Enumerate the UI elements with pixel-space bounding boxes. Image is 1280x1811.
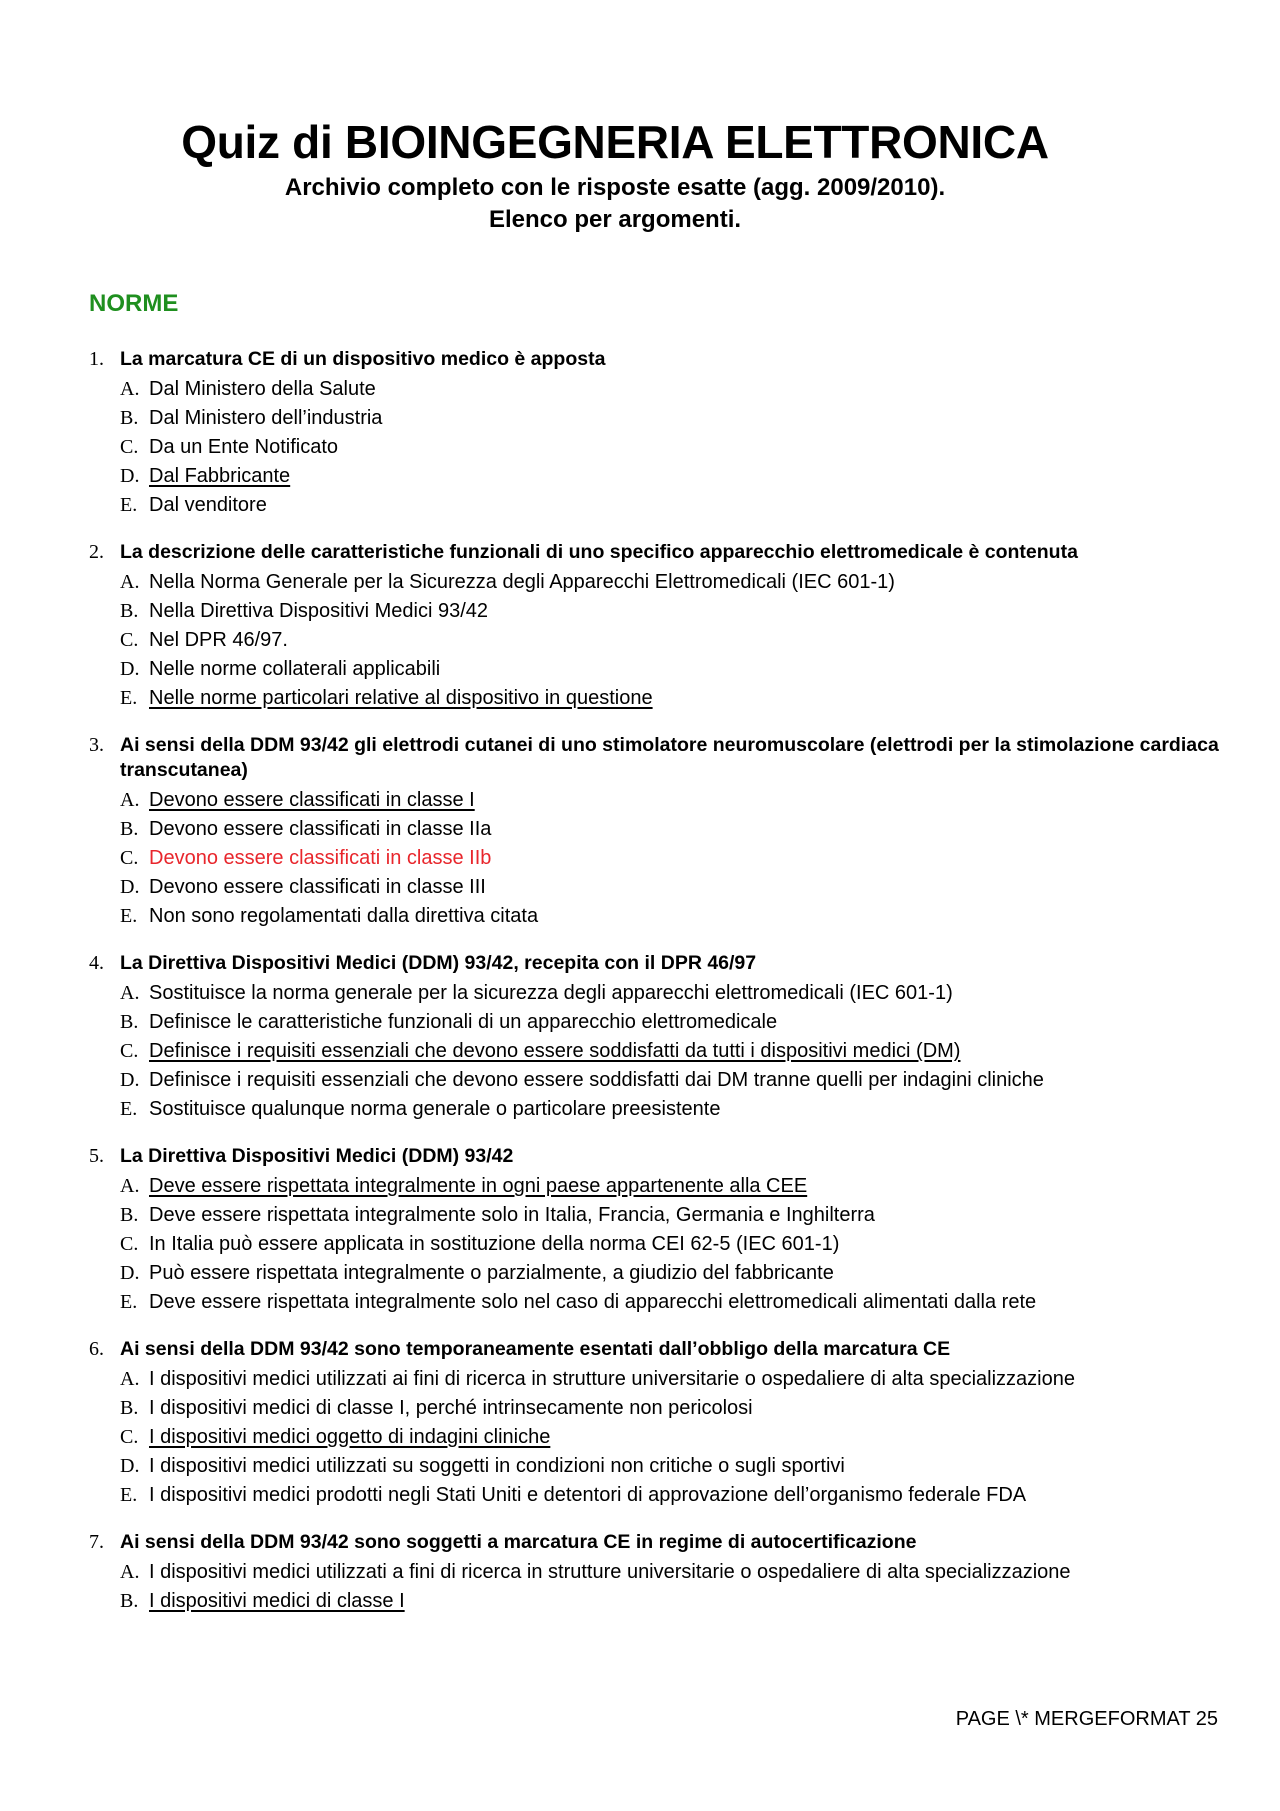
option-text: In Italia può essere applicata in sostituzione della norma CEI 62-5 (IEC 601-1) [149,1233,840,1255]
option-text: Dal Ministero dell’industria [149,407,383,429]
option-letter: C. [120,1426,139,1448]
option-text: I dispositivi medici utilizzati a fini di ricerca in strutture universitarie o ospedaliere di alta specializzazione [149,1561,1071,1583]
option-a [120,1172,1229,1201]
question-6 [89,1337,1229,1510]
option-list [120,786,1229,931]
question-header [89,733,1229,783]
option-letter: A. [120,1175,140,1197]
question-text: Ai sensi della DDM 93/42 sono soggetti a marcatura CE in regime di autocertificazione [120,1531,917,1553]
option-text: Nel DPR 46/97. [149,629,288,651]
document-subtitle-line2: Elenco per argomenti. [488,206,742,233]
question-number: 3. [89,734,104,756]
question-header [89,1530,1229,1555]
option-c [120,1423,1229,1452]
option-letter: E. [120,1098,138,1120]
question-text: La marcatura CE di un dispositivo medico è apposta [120,348,606,370]
option-text: I dispositivi medici utilizzati su soggetti in condizioni non critiche o sugli sportivi [149,1455,845,1477]
correct-answer-text: I dispositivi medici oggetto di indagini cliniche [149,1426,551,1448]
question-text: La Direttiva Dispositivi Medici (DDM) 93/42, recepita con il DPR 46/97 [120,952,757,974]
option-d [120,873,1229,902]
page-number-field: PAGE \* MERGEFORMAT 25 [955,1708,1218,1730]
question-text: Ai sensi della DDM 93/42 gli elettrodi cutanei di uno stimolatore neuromuscolare (elettrodi per la stimolazione cardiaca transcutanea) [120,734,1219,781]
highlighted-answer-text: Devono essere classificati in classe IIb [149,847,492,869]
question-1 [89,347,1229,520]
option-a [120,786,1229,815]
option-text: Devono essere classificati in classe III [149,876,486,898]
option-e [120,1481,1229,1510]
document-title: Quiz di BIOINGEGNERIA ELETTRONICA [181,116,1049,168]
question-text: Ai sensi della DDM 93/42 sono temporaneamente esentati dall’obbligo della marcatura CE [120,1338,951,1360]
option-letter: B. [120,407,139,429]
option-letter: B. [120,1011,139,1033]
option-letter: C. [120,629,139,651]
option-letter: D. [120,1262,140,1284]
option-letter: D. [120,465,140,487]
option-letter: D. [120,876,140,898]
option-letter: E. [120,494,138,516]
question-header [89,1144,1229,1169]
option-text: Dal venditore [149,494,267,516]
option-list [120,1365,1229,1510]
option-letter: A. [120,378,140,400]
option-text: Dal Ministero della Salute [149,378,376,400]
option-b [120,1394,1229,1423]
question-header [89,951,1229,976]
option-e [120,1095,1229,1124]
option-text: Può essere rispettata integralmente o parzialmente, a giudizio del fabbricante [149,1262,834,1284]
option-letter: C. [120,436,139,458]
option-e [120,684,1229,713]
option-text: I dispositivi medici prodotti negli Stati Uniti e detentori di approvazione dell’organismo federale FDA [149,1484,1027,1506]
option-list [120,979,1229,1124]
document-subtitle-line1: Archivio completo con le risposte esatte (agg. 2009/2010). [284,174,946,201]
option-b [120,1008,1229,1037]
option-list [120,1558,1229,1616]
option-a [120,979,1229,1008]
question-number: 1. [89,348,104,370]
question-header [89,347,1229,372]
option-letter: C. [120,1040,139,1062]
option-d [120,1066,1229,1095]
option-text: Devono essere classificati in classe IIa [149,818,492,840]
option-text: Definisce i requisiti essenziali che devono essere soddisfatti dai DM tranne quelli per indagini cliniche [149,1069,1044,1091]
option-d [120,1452,1229,1481]
option-b [120,404,1229,433]
option-a [120,1558,1229,1587]
question-2 [89,540,1229,713]
question-number: 7. [89,1531,104,1553]
option-list [120,1172,1229,1317]
correct-answer-text: I dispositivi medici di classe I [149,1590,405,1612]
option-text: I dispositivi medici di classe I, perché intrinsecamente non pericolosi [149,1397,753,1419]
question-number: 6. [89,1338,104,1360]
option-text: Deve essere rispettata integralmente solo nel caso di apparecchi elettromedicali alimentati dalla rete [149,1291,1037,1313]
option-letter: E. [120,905,138,927]
option-letter: B. [120,600,139,622]
option-letter: B. [120,1590,139,1612]
option-letter: C. [120,847,139,869]
option-d [120,1259,1229,1288]
question-text: La descrizione delle caratteristiche funzionali di uno specifico apparecchio elettromedicale è contenuta [120,541,1078,563]
option-c [120,1037,1229,1066]
option-text: I dispositivi medici utilizzati ai fini di ricerca in strutture universitarie o ospedaliere di alta specializzazione [149,1368,1075,1390]
option-c [120,433,1229,462]
option-a [120,568,1229,597]
option-a [120,1365,1229,1394]
option-letter: D. [120,1455,140,1477]
question-4 [89,951,1229,1124]
option-letter: A. [120,789,140,811]
option-letter: B. [120,818,139,840]
question-header [89,1337,1229,1362]
option-e [120,1288,1229,1317]
option-letter: E. [120,687,138,709]
option-letter: A. [120,1561,140,1583]
option-text: Sostituisce la norma generale per la sicurezza degli apparecchi elettromedicali (IEC 601-1) [149,982,953,1004]
option-letter: E. [120,1484,138,1506]
correct-answer-text: Definisce i requisiti essenziali che devono essere soddisfatti da tutti i dispositivi medici (DM) [149,1040,961,1062]
question-header [89,540,1229,565]
option-e [120,491,1229,520]
correct-answer-text: Nelle norme particolari relative al dispositivo in questione [149,687,653,709]
option-letter: E. [120,1291,138,1313]
option-text: Definisce le caratteristiche funzionali di un apparecchio elettromedicale [149,1011,778,1033]
option-e [120,902,1229,931]
option-a [120,375,1229,404]
option-text: Nella Norma Generale per la Sicurezza degli Apparecchi Elettromedicali (IEC 601-1) [149,571,895,593]
option-text: Da un Ente Notificato [149,436,338,458]
option-text: Deve essere rispettata integralmente solo in Italia, Francia, Germania e Inghilterra [149,1204,875,1226]
question-5 [89,1144,1229,1317]
correct-answer-text: Devono essere classificati in classe I [149,789,475,811]
question-text: La Direttiva Dispositivi Medici (DDM) 93/42 [120,1145,514,1167]
option-text: Non sono regolamentati dalla direttiva citata [149,905,539,927]
option-letter: B. [120,1397,139,1419]
option-text: Nella Direttiva Dispositivi Medici 93/42 [149,600,489,622]
option-c [120,844,1229,873]
option-text: Sostituisce qualunque norma generale o particolare preesistente [149,1098,721,1120]
option-letter: B. [120,1204,139,1226]
option-b [120,1587,1229,1616]
question-number: 5. [89,1145,104,1167]
option-b [120,1201,1229,1230]
option-b [120,597,1229,626]
option-letter: C. [120,1233,139,1255]
option-c [120,626,1229,655]
question-number: 2. [89,541,104,563]
option-list [120,375,1229,520]
option-text: Nelle norme collaterali applicabili [149,658,441,680]
option-letter: A. [120,1368,140,1390]
option-letter: A. [120,571,140,593]
option-letter: D. [120,1069,140,1091]
question-number: 4. [89,952,104,974]
option-letter: A. [120,982,140,1004]
option-c [120,1230,1229,1259]
correct-answer-text: Deve essere rispettata integralmente in ogni paese appartenente alla CEE [149,1175,808,1197]
option-d [120,462,1229,491]
option-b [120,815,1229,844]
question-list [89,347,1229,1636]
option-d [120,655,1229,684]
correct-answer-text: Dal Fabbricante [149,465,291,487]
option-list [120,568,1229,713]
section-heading: NORME [89,290,179,317]
question-7 [89,1530,1229,1616]
question-3 [89,733,1229,931]
option-letter: D. [120,658,140,680]
